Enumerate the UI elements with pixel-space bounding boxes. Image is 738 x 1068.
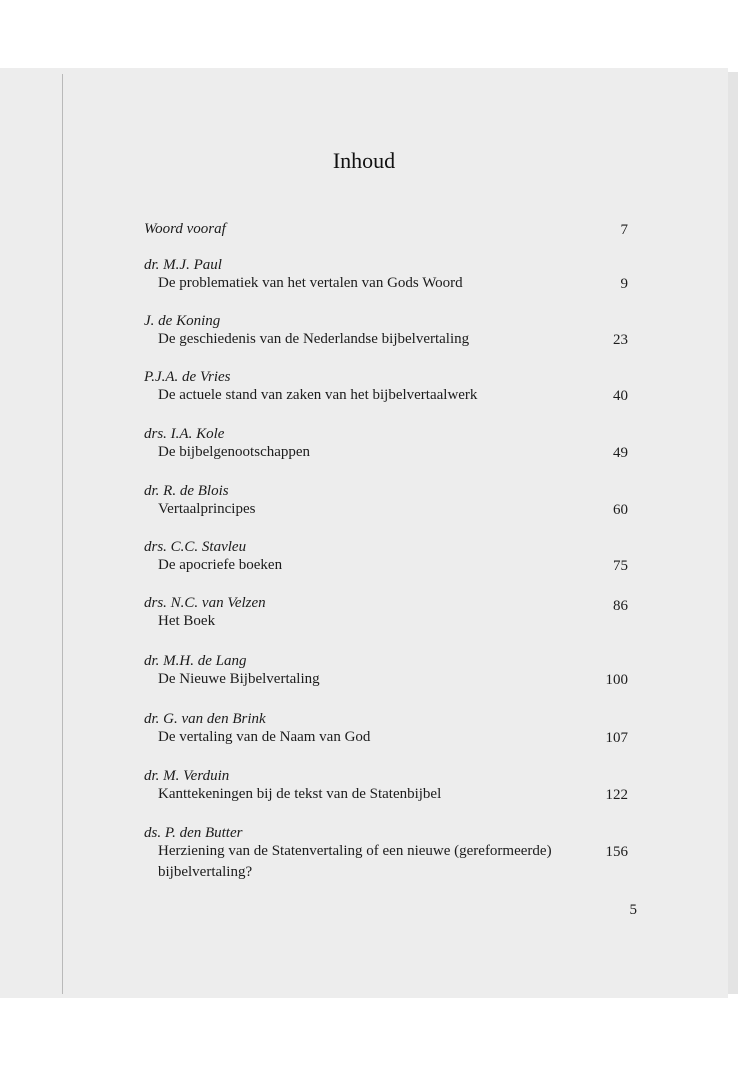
toc-page-number: 23 [613, 332, 628, 348]
toc-entry-title: Vertaalprincipes [158, 501, 256, 517]
toc-page-number: 9 [620, 276, 628, 292]
toc-entry-title: De actuele stand van zaken van het bijbelvertaalwerk [158, 387, 478, 403]
toc-author: P.J.A. de Vries [144, 369, 231, 385]
toc-page-number: 60 [613, 502, 628, 518]
toc-entry-title: De vertaling van de Naam van God [158, 729, 371, 745]
toc-author: drs. I.A. Kole [144, 426, 225, 442]
toc-entry-title: Woord vooraf [144, 221, 226, 237]
page-edge [728, 72, 738, 994]
toc-entry-title: De geschiedenis van de Nederlandse bijbelvertaling [158, 331, 470, 347]
toc-page-number: 86 [613, 598, 628, 614]
toc-entry-title: Herziening van de Statenvertaling of een nieuwe (gereformeerde) bijbelvertaling? [158, 843, 552, 880]
toc-entry-title: Het Boek [158, 613, 216, 629]
toc-author: dr. M.J. Paul [144, 257, 222, 273]
toc-page-number: 156 [605, 844, 628, 860]
page-number: 5 [629, 902, 637, 918]
toc-author: drs. C.C. Stavleu [144, 539, 247, 555]
toc-page-number: 40 [613, 388, 628, 404]
toc-author: ds. P. den Butter [144, 825, 243, 841]
toc-page-number: 100 [605, 672, 628, 688]
toc-author: dr. M. Verduin [144, 768, 230, 784]
page-title: Inhoud [332, 148, 396, 173]
toc-author: dr. R. de Blois [144, 483, 229, 499]
toc-author: dr. M.H. de Lang [144, 653, 247, 669]
toc-page-number: 122 [605, 787, 628, 803]
toc-entry-title: Kanttekeningen bij de tekst van de Statenbijbel [158, 786, 442, 802]
toc-author: dr. G. van den Brink [144, 711, 266, 727]
toc-author: J. de Koning [144, 313, 221, 329]
toc-author: drs. N.C. van Velzen [144, 595, 266, 611]
toc-entry-title: De problematiek van het vertalen van Gods Woord [158, 275, 463, 291]
toc-page-number: 107 [605, 730, 628, 746]
toc-page-number: 49 [613, 445, 628, 461]
toc-page-number: 7 [620, 222, 628, 238]
toc-page-number: 75 [613, 558, 628, 574]
toc-entry-title: De bijbelgenootschappen [158, 444, 311, 460]
toc-entry-title: De Nieuwe Bijbelvertaling [158, 671, 320, 687]
toc-entry-title: De apocriefe boeken [158, 557, 283, 573]
